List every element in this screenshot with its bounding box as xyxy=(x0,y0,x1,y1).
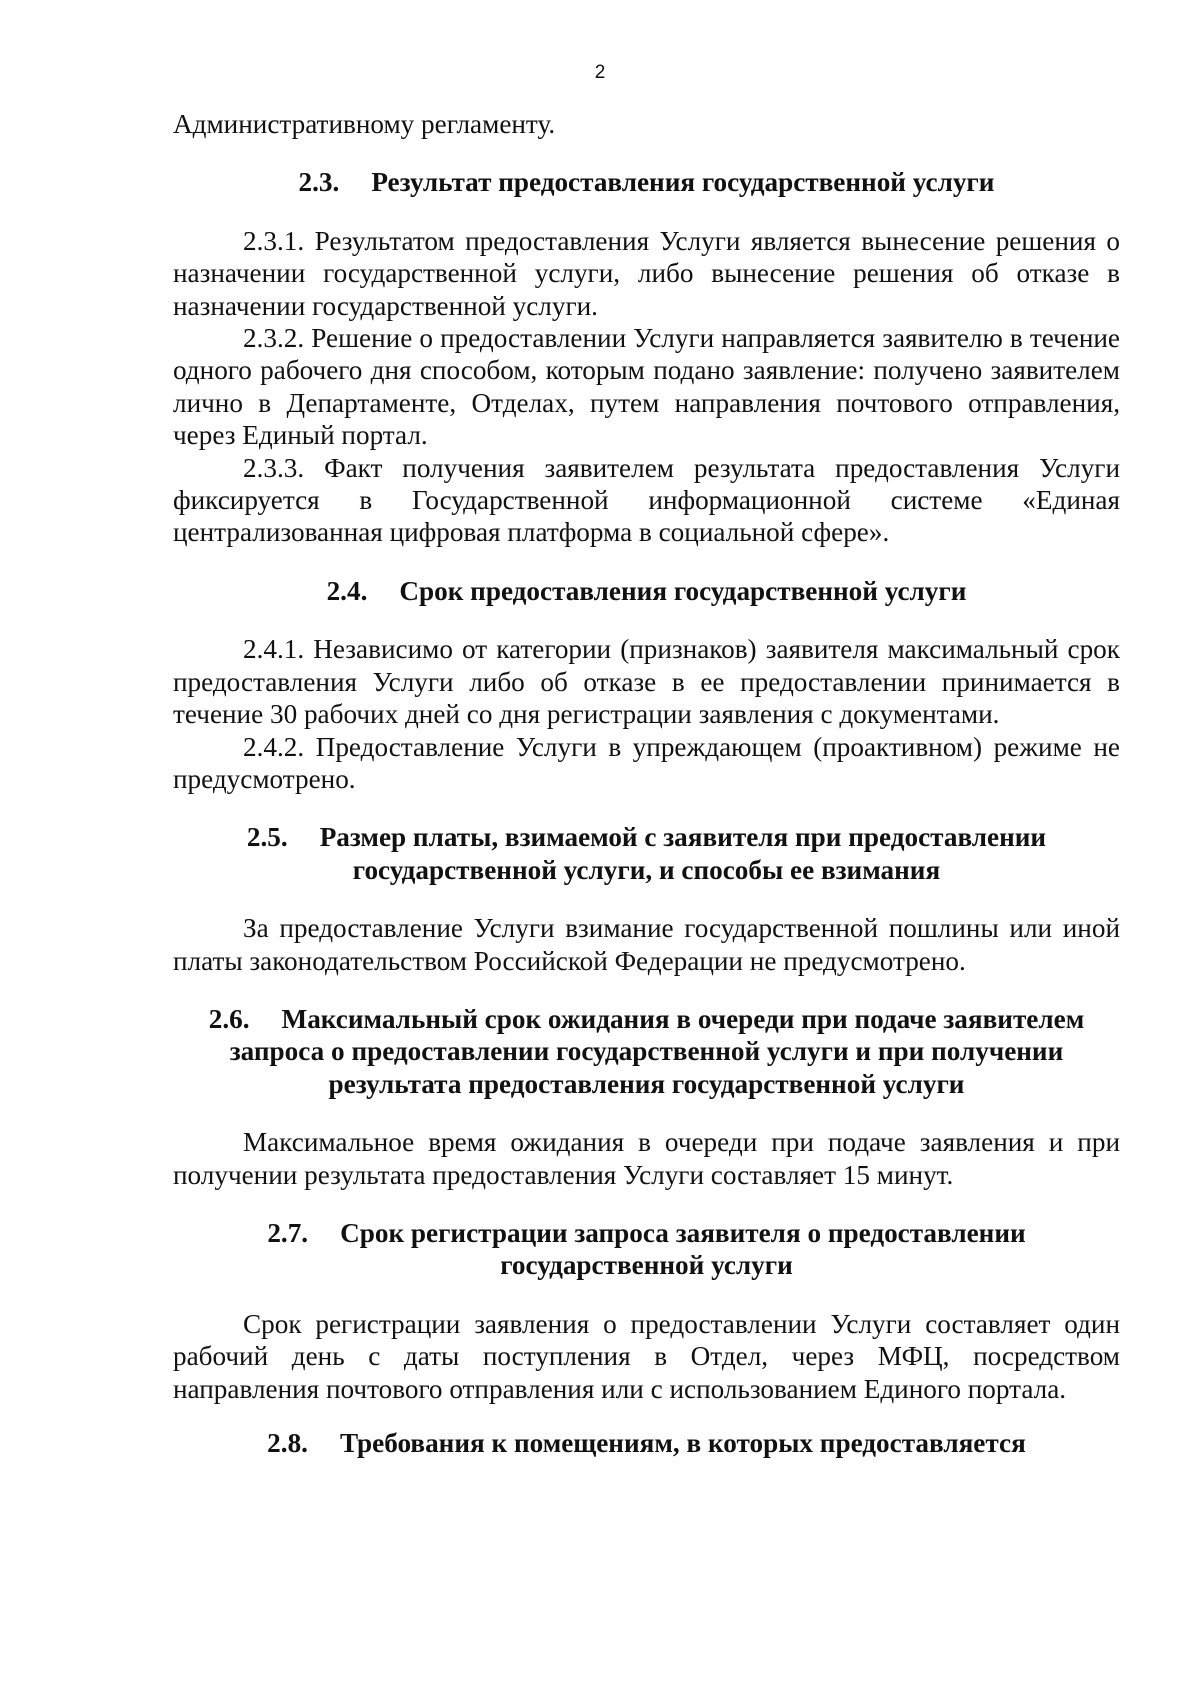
section-number: 2.3. xyxy=(298,167,340,198)
paragraph-2-3-2: 2.3.2. Решение о предоставлении Услуги направляется заявителю в течение одного рабочего дня способом, которым подано заявление: получено заявителем лично в Департаменте, Отделах, путем направления почтового отправления, через Единый портал. xyxy=(173,323,1120,451)
section-title: Максимальный срок ожидания в очереди при подаче заявителем запроса о предоставлении государственной услуги и при получении результата предоставления государственной услуги xyxy=(229,1003,1085,1099)
section-heading-2-8 xyxy=(173,1427,1120,1459)
section-number: 2.8. xyxy=(267,1428,308,1458)
section-title: Срок предоставления государственной услуги xyxy=(399,575,967,606)
paragraph-2-6: Максимальное время ожидания в очереди при подаче заявления и при получении результата предоставления Услуги составляет 15 минут. xyxy=(173,1127,1120,1190)
section-title: Требования к помещениям, в которых предоставляется xyxy=(339,1428,1026,1458)
document-body xyxy=(173,108,1120,1459)
section-heading-2-5 xyxy=(173,821,1120,886)
paragraph-2-3-1: 2.3.1. Результатом предоставления Услуги является вынесение решения о назначении государственной услуги, либо вынесение решения об отказе в назначении государственной услуги. xyxy=(173,225,1120,321)
section-heading-2-7 xyxy=(173,1217,1120,1282)
section-heading-2-6 xyxy=(173,1003,1120,1100)
paragraph-2-4-2: 2.4.2. Предоставление Услуги в упреждающем (проактивном) режиме не предусмотрено. xyxy=(173,731,1120,794)
section-title: Размер платы, взимаемой с заявителя при предоставлении государственной услуги, и способы ее взимания xyxy=(319,822,1047,885)
page-number: 2 xyxy=(594,62,606,83)
paragraph-2-3-3: 2.3.3. Факт получения заявителем результата предоставления Услуги фиксируется в Государственной информационной системе «Единая централизованная цифровая платформа в социальной сфере». xyxy=(173,452,1120,548)
section-heading-2-4 xyxy=(173,575,1120,607)
section-number: 2.5. xyxy=(246,822,288,853)
section-heading-2-3 xyxy=(173,166,1120,198)
paragraph-2-5: За предоставление Услуги взимание государственной пошлины или иной платы законодательством Российской Федерации не предусмотрено. xyxy=(173,913,1120,976)
section-title: Срок регистрации запроса заявителя о предоставлении государственной услуги xyxy=(340,1217,1026,1281)
section-number: 2.6. xyxy=(208,1003,250,1034)
paragraph-intro-tail: Административному регламенту. xyxy=(173,109,556,139)
section-number: 2.7. xyxy=(267,1217,309,1248)
paragraph-2-7: Срок регистрации заявления о предоставлении Услуги составляет один рабочий день с даты поступления в Отдел, через МФЦ, посредством направления почтового отправления или с использованием Единого портала. xyxy=(173,1308,1120,1404)
section-title: Результат предоставления государственной услуги xyxy=(371,167,995,198)
paragraph-2-4-1: 2.4.1. Независимо от категории (признаков) заявителя максимальный срок предоставления Услуги либо об отказе в ее предоставлении принимается в течение 30 рабочих дней со дня регистрации заявления с документами. xyxy=(173,634,1120,730)
section-number: 2.4. xyxy=(326,575,368,606)
